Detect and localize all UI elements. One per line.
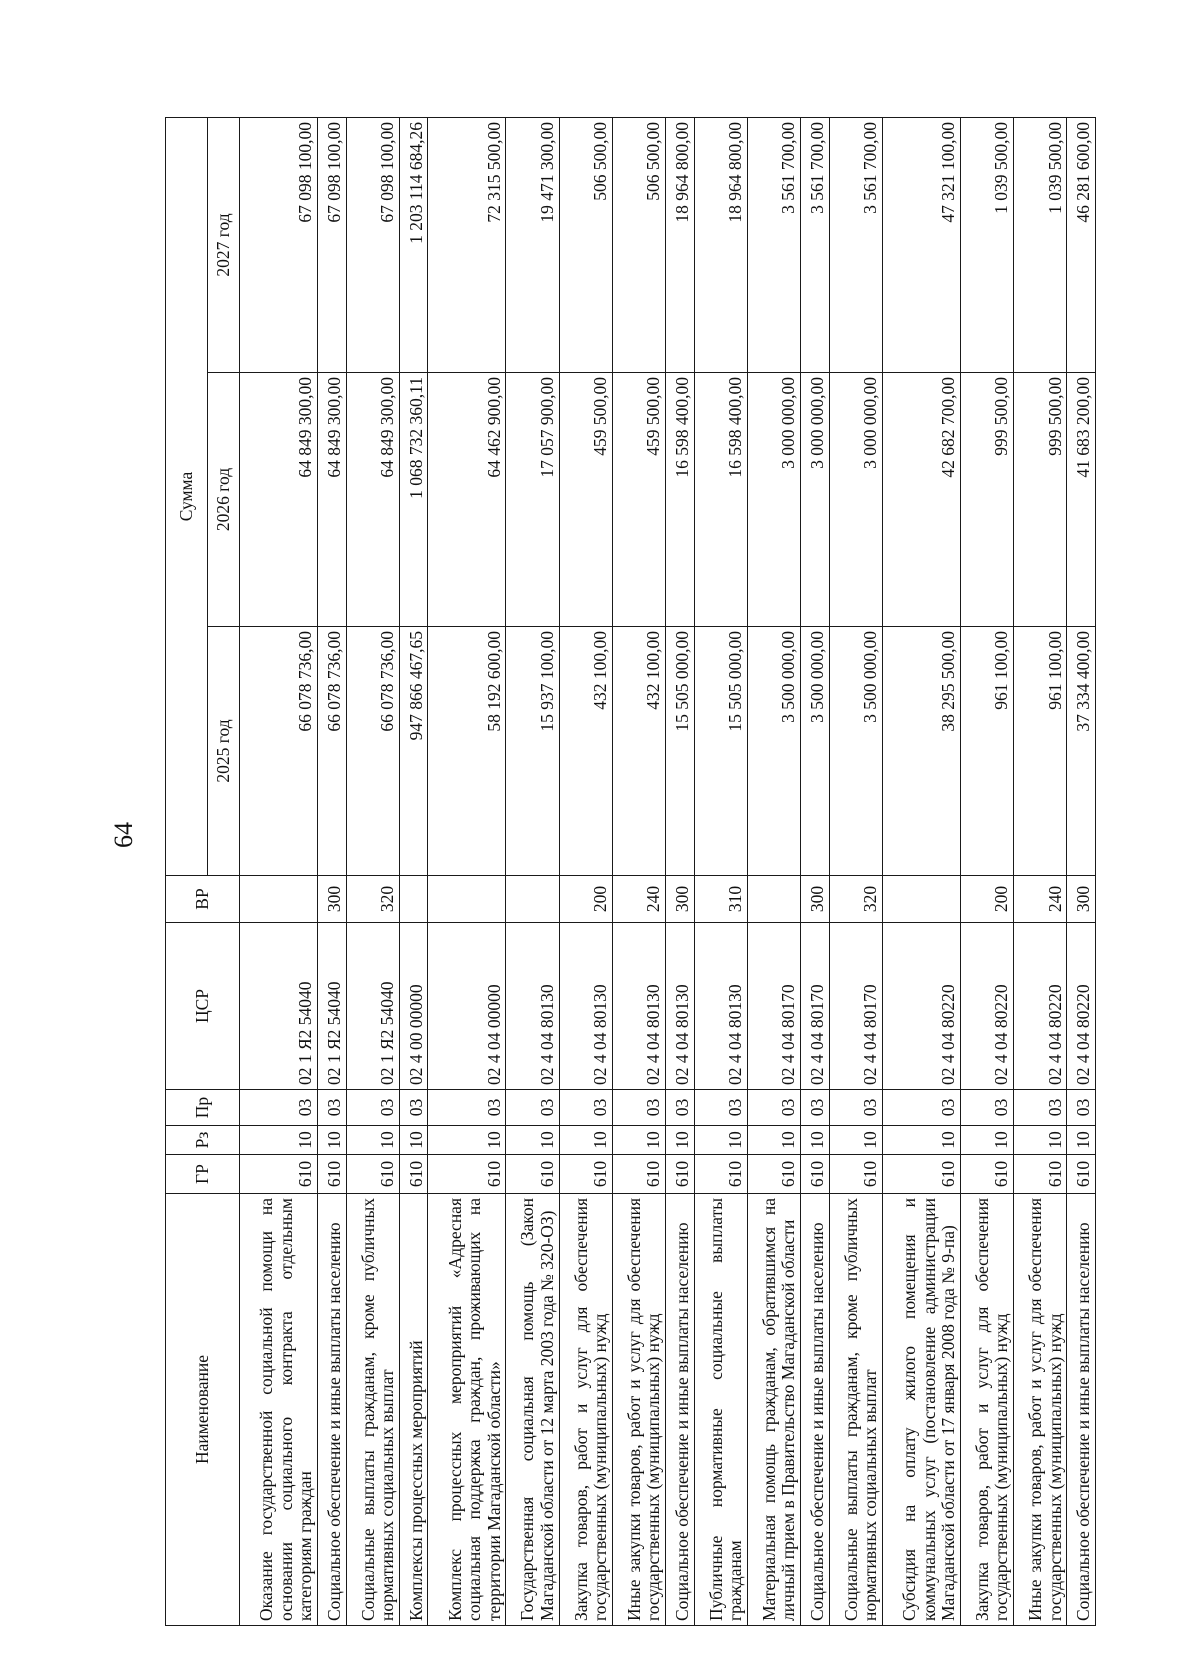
row-csr: 02 4 04 80220	[1067, 923, 1096, 1090]
row-vr: 200	[559, 876, 612, 923]
row-sum-2025: 3 500 000,00	[801, 627, 830, 876]
row-name: Иные закупки товаров, работ и услуг для обеспечения государственных (муниципальных) нужд	[1014, 1194, 1067, 1626]
row-sum-2026: 16 598 400,00	[694, 373, 747, 627]
row-sum-2026: 64 462 900,00	[428, 373, 506, 627]
row-vr: 200	[960, 876, 1013, 923]
row-vr	[747, 876, 800, 923]
table-row	[612, 117, 665, 1625]
row-pr: 03	[346, 1090, 399, 1126]
row-sum-2025: 961 100,00	[1014, 627, 1067, 876]
row-sum-2027: 18 964 800,00	[666, 117, 695, 372]
row-pr: 03	[559, 1090, 612, 1126]
row-pr: 03	[399, 1090, 428, 1126]
row-vr: 320	[829, 876, 882, 923]
row-vr	[399, 876, 428, 923]
row-gr: 610	[747, 1155, 800, 1194]
row-sum-2026: 3 000 000,00	[801, 373, 830, 627]
row-name: Комплекс процессных мероприятий «Адресная социальная поддержка граждан, проживающих на территории Магаданской области»	[428, 1194, 506, 1626]
row-gr: 610	[829, 1155, 882, 1194]
row-rz: 10	[559, 1126, 612, 1155]
header-vr: ВР	[166, 876, 240, 923]
row-name: Иные закупки товаров, работ и услуг для обеспечения государственных (муниципальных) нужд	[612, 1194, 665, 1626]
row-sum-2026: 3 000 000,00	[747, 373, 800, 627]
page-number: 64	[109, 822, 138, 848]
row-name: Субсидия на оплату жилого помещения и коммунальных услуг (постановление администрации Магаданской области от 17 января 2008 года № 9-па)	[882, 1194, 960, 1626]
row-pr: 03	[882, 1090, 960, 1126]
row-sum-2026: 3 000 000,00	[829, 373, 882, 627]
row-sum-2025: 432 100,00	[559, 627, 612, 876]
table-body	[240, 117, 1096, 1625]
row-pr: 03	[666, 1090, 695, 1126]
row-sum-2026: 16 598 400,00	[666, 373, 695, 627]
row-sum-2026: 64 849 300,00	[318, 373, 347, 627]
row-rz: 10	[694, 1126, 747, 1155]
row-vr: 300	[1067, 876, 1096, 923]
table-row	[882, 117, 960, 1625]
row-gr: 610	[346, 1155, 399, 1194]
row-sum-2025: 3 500 000,00	[829, 627, 882, 876]
row-rz: 10	[666, 1126, 695, 1155]
table-row	[346, 117, 399, 1625]
row-sum-2027: 1 203 114 684,26	[399, 117, 428, 372]
table-row	[1014, 117, 1067, 1625]
header-gr: ГР	[166, 1155, 240, 1194]
table-row	[318, 117, 347, 1625]
row-vr	[506, 876, 559, 923]
row-gr: 610	[1014, 1155, 1067, 1194]
header-2026: 2026 год	[208, 373, 240, 627]
row-sum-2026: 1 068 732 360,11	[399, 373, 428, 627]
table-row	[240, 117, 318, 1625]
row-name: Социальное обеспечение и иные выплаты населению	[801, 1194, 830, 1626]
header-row-1	[166, 117, 208, 1625]
row-name: Оказание государственной социальной помощи на основании социального контракта отдельным категориям граждан	[240, 1194, 318, 1626]
row-sum-2027: 506 500,00	[612, 117, 665, 372]
row-sum-2027: 19 471 300,00	[506, 117, 559, 372]
row-sum-2027: 67 098 100,00	[318, 117, 347, 372]
row-sum-2027: 67 098 100,00	[240, 117, 318, 372]
row-rz: 10	[1014, 1126, 1067, 1155]
row-sum-2025: 432 100,00	[612, 627, 665, 876]
header-name: Наименование	[166, 1194, 240, 1626]
row-sum-2025: 66 078 736,00	[346, 627, 399, 876]
row-sum-2026: 64 849 300,00	[346, 373, 399, 627]
row-csr: 02 4 04 80130	[559, 923, 612, 1090]
row-sum-2025: 947 866 467,65	[399, 627, 428, 876]
row-pr: 03	[428, 1090, 506, 1126]
row-csr: 02 4 04 80130	[506, 923, 559, 1090]
row-sum-2026: 41 683 200,00	[1067, 373, 1096, 627]
row-pr: 03	[240, 1090, 318, 1126]
row-gr: 610	[318, 1155, 347, 1194]
header-sum: Сумма	[166, 117, 208, 875]
row-rz: 10	[747, 1126, 800, 1155]
row-pr: 03	[1067, 1090, 1096, 1126]
row-sum-2027: 1 039 500,00	[960, 117, 1013, 372]
row-rz: 10	[428, 1126, 506, 1155]
table-row	[829, 117, 882, 1625]
row-pr: 03	[960, 1090, 1013, 1126]
row-sum-2027: 47 321 100,00	[882, 117, 960, 372]
row-sum-2025: 66 078 736,00	[240, 627, 318, 876]
row-csr: 02 4 04 80130	[694, 923, 747, 1090]
row-rz: 10	[399, 1126, 428, 1155]
row-csr: 02 4 04 80170	[747, 923, 800, 1090]
row-sum-2026: 42 682 700,00	[882, 373, 960, 627]
row-vr: 300	[801, 876, 830, 923]
header-csr: ЦСР	[166, 923, 240, 1090]
row-gr: 610	[506, 1155, 559, 1194]
row-sum-2025: 961 100,00	[960, 627, 1013, 876]
row-name: Социальные выплаты гражданам, кроме публичных нормативных социальных выплат	[829, 1194, 882, 1626]
row-gr: 610	[882, 1155, 960, 1194]
header-pr: Пр	[166, 1090, 240, 1126]
row-name: Закупка товаров, работ и услуг для обеспечения государственных (муниципальных) нужд	[960, 1194, 1013, 1626]
row-name: Социальное обеспечение и иные выплаты населению	[318, 1194, 347, 1626]
row-sum-2027: 3 561 700,00	[801, 117, 830, 372]
row-vr	[428, 876, 506, 923]
table-row	[960, 117, 1013, 1625]
row-gr: 610	[960, 1155, 1013, 1194]
row-csr: 02 1 Я2 54040	[318, 923, 347, 1090]
row-gr: 610	[428, 1155, 506, 1194]
row-vr: 300	[318, 876, 347, 923]
rotated-table-container	[165, 118, 1096, 1626]
row-pr: 03	[1014, 1090, 1067, 1126]
row-name: Публичные нормативные социальные выплаты гражданам	[694, 1194, 747, 1626]
row-sum-2027: 3 561 700,00	[747, 117, 800, 372]
row-sum-2025: 15 505 000,00	[666, 627, 695, 876]
row-vr: 310	[694, 876, 747, 923]
row-rz: 10	[1067, 1126, 1096, 1155]
row-sum-2027: 3 561 700,00	[829, 117, 882, 372]
row-sum-2027: 18 964 800,00	[694, 117, 747, 372]
row-vr	[240, 876, 318, 923]
row-name: Социальное обеспечение и иные выплаты населению	[1067, 1194, 1096, 1626]
row-name: Государственная социальная помощь (Закон Магаданской области от 12 марта 2003 года № 320-ОЗ)	[506, 1194, 559, 1626]
table-row	[506, 117, 559, 1625]
row-csr: 02 4 04 80170	[801, 923, 830, 1090]
table-row	[747, 117, 800, 1625]
budget-table	[165, 117, 1096, 1626]
row-rz: 10	[612, 1126, 665, 1155]
row-vr	[882, 876, 960, 923]
row-gr: 610	[1067, 1155, 1096, 1194]
row-sum-2025: 58 192 600,00	[428, 627, 506, 876]
header-2027: 2027 год	[208, 117, 240, 372]
table-row	[428, 117, 506, 1625]
row-rz: 10	[882, 1126, 960, 1155]
row-csr: 02 4 04 80170	[829, 923, 882, 1090]
table-row	[801, 117, 830, 1625]
header-2025: 2025 год	[208, 627, 240, 876]
row-rz: 10	[960, 1126, 1013, 1155]
row-pr: 03	[747, 1090, 800, 1126]
table-row	[1067, 117, 1096, 1625]
row-rz: 10	[318, 1126, 347, 1155]
row-pr: 03	[612, 1090, 665, 1126]
row-name: Социальное обеспечение и иные выплаты населению	[666, 1194, 695, 1626]
table-row	[559, 117, 612, 1625]
row-vr: 240	[1014, 876, 1067, 923]
row-sum-2026: 459 500,00	[612, 373, 665, 627]
row-pr: 03	[318, 1090, 347, 1126]
row-sum-2027: 67 098 100,00	[346, 117, 399, 372]
table-row	[694, 117, 747, 1625]
row-csr: 02 4 00 00000	[399, 923, 428, 1090]
row-sum-2026: 999 500,00	[1014, 373, 1067, 627]
row-gr: 610	[666, 1155, 695, 1194]
row-sum-2025: 37 334 400,00	[1067, 627, 1096, 876]
table-row	[399, 117, 428, 1625]
row-vr: 320	[346, 876, 399, 923]
row-sum-2025: 38 295 500,00	[882, 627, 960, 876]
row-sum-2027: 72 315 500,00	[428, 117, 506, 372]
row-gr: 610	[694, 1155, 747, 1194]
table-row	[666, 117, 695, 1625]
row-sum-2027: 506 500,00	[559, 117, 612, 372]
header-rz: Рз	[166, 1126, 240, 1155]
row-csr: 02 1 Я2 54040	[240, 923, 318, 1090]
row-csr: 02 4 04 00000	[428, 923, 506, 1090]
row-csr: 02 4 04 80220	[1014, 923, 1067, 1090]
row-sum-2026: 17 057 900,00	[506, 373, 559, 627]
row-rz: 10	[240, 1126, 318, 1155]
row-name: Материальная помощь гражданам, обратившимся на личный прием в Правительство Магаданской области	[747, 1194, 800, 1626]
row-pr: 03	[801, 1090, 830, 1126]
row-rz: 10	[346, 1126, 399, 1155]
row-sum-2027: 46 281 600,00	[1067, 117, 1096, 372]
row-pr: 03	[829, 1090, 882, 1126]
row-csr: 02 1 Я2 54040	[346, 923, 399, 1090]
row-sum-2025: 66 078 736,00	[318, 627, 347, 876]
row-sum-2026: 64 849 300,00	[240, 373, 318, 627]
row-name: Социальные выплаты гражданам, кроме публичных нормативных социальных выплат	[346, 1194, 399, 1626]
row-pr: 03	[694, 1090, 747, 1126]
row-rz: 10	[506, 1126, 559, 1155]
row-pr: 03	[506, 1090, 559, 1126]
row-sum-2027: 1 039 500,00	[1014, 117, 1067, 372]
row-gr: 610	[801, 1155, 830, 1194]
row-name: Комплексы процессных мероприятий	[399, 1194, 428, 1626]
row-sum-2025: 15 505 000,00	[694, 627, 747, 876]
row-gr: 610	[559, 1155, 612, 1194]
row-gr: 610	[240, 1155, 318, 1194]
row-csr: 02 4 04 80220	[960, 923, 1013, 1090]
row-rz: 10	[829, 1126, 882, 1155]
row-name: Закупка товаров, работ и услуг для обеспечения государственных (муниципальных) нужд	[559, 1194, 612, 1626]
row-gr: 610	[612, 1155, 665, 1194]
row-vr: 300	[666, 876, 695, 923]
row-csr: 02 4 04 80220	[882, 923, 960, 1090]
row-csr: 02 4 04 80130	[612, 923, 665, 1090]
row-sum-2025: 15 937 100,00	[506, 627, 559, 876]
row-sum-2026: 459 500,00	[559, 373, 612, 627]
row-csr: 02 4 04 80130	[666, 923, 695, 1090]
row-gr: 610	[399, 1155, 428, 1194]
row-rz: 10	[801, 1126, 830, 1155]
row-vr: 240	[612, 876, 665, 923]
row-sum-2026: 999 500,00	[960, 373, 1013, 627]
row-sum-2025: 3 500 000,00	[747, 627, 800, 876]
